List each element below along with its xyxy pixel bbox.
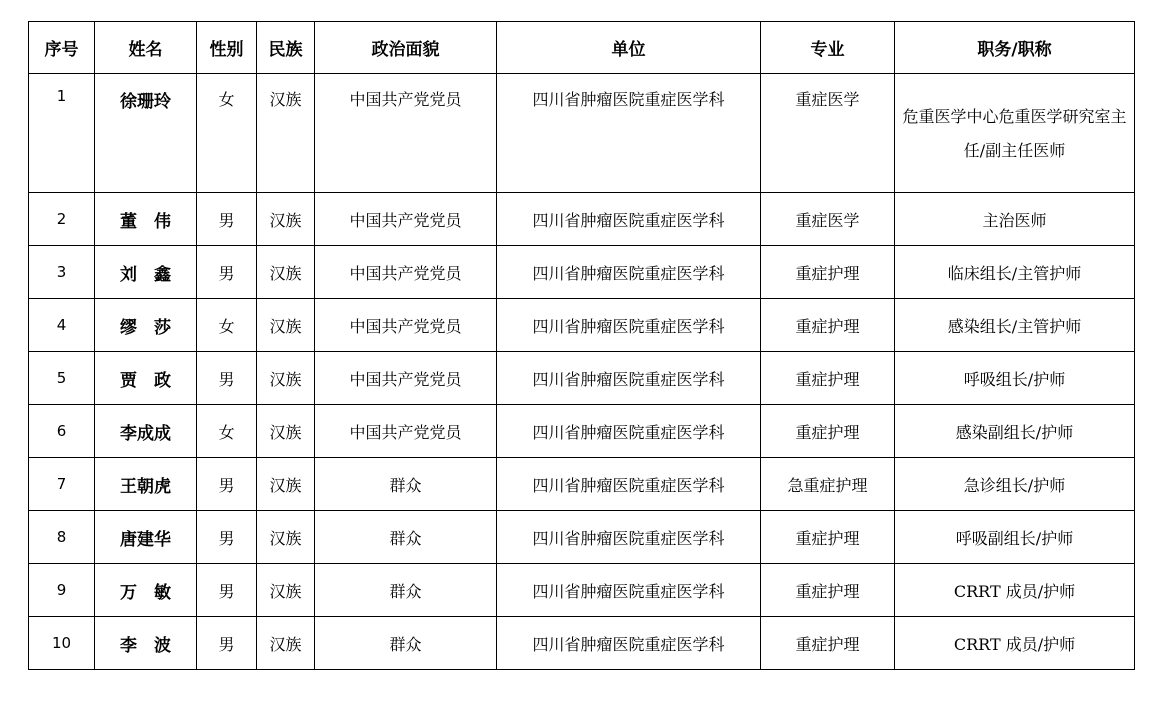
- header-row: [29, 22, 1135, 74]
- row-index: 9: [29, 564, 95, 617]
- row-major: 重症医学: [761, 193, 895, 246]
- row-gender: 男: [197, 458, 257, 511]
- row-title: 感染副组长/护师: [895, 405, 1135, 458]
- row-political: 中国共产党党员: [315, 74, 497, 193]
- row-ethnicity: 汉族: [257, 246, 315, 299]
- row-unit: 四川省肿瘤医院重症医学科: [497, 458, 761, 511]
- row-name: 李成成: [95, 405, 197, 458]
- header-political: 政治面貌: [315, 22, 497, 74]
- row-title: 临床组长/主管护师: [895, 246, 1135, 299]
- row-ethnicity: 汉族: [257, 405, 315, 458]
- row-title: 感染组长/主管护师: [895, 299, 1135, 352]
- row-index: 2: [29, 193, 95, 246]
- row-title: 急诊组长/护师: [895, 458, 1135, 511]
- row-unit: 四川省肿瘤医院重症医学科: [497, 405, 761, 458]
- row-political: 群众: [315, 617, 497, 670]
- header-major: 专业: [761, 22, 895, 74]
- row-ethnicity: 汉族: [257, 511, 315, 564]
- header-title: 职务/职称: [895, 22, 1135, 74]
- row-ethnicity: 汉族: [257, 74, 315, 193]
- row-political: 群众: [315, 564, 497, 617]
- header-index: 序号: [29, 22, 95, 74]
- row-title: CRRT 成员/护师: [895, 564, 1135, 617]
- row-political: 中国共产党党员: [315, 352, 497, 405]
- table-row: [29, 405, 1135, 458]
- row-political: 中国共产党党员: [315, 246, 497, 299]
- row-name: 刘 鑫: [95, 246, 197, 299]
- row-major: 重症护理: [761, 299, 895, 352]
- row-index: 6: [29, 405, 95, 458]
- row-unit: 四川省肿瘤医院重症医学科: [497, 617, 761, 670]
- table-row: [29, 299, 1135, 352]
- row-index: 8: [29, 511, 95, 564]
- row-unit: 四川省肿瘤医院重症医学科: [497, 352, 761, 405]
- row-name: 贾 政: [95, 352, 197, 405]
- header-ethnicity: 民族: [257, 22, 315, 74]
- table-row: [29, 564, 1135, 617]
- row-title: 呼吸副组长/护师: [895, 511, 1135, 564]
- row-title: CRRT 成员/护师: [895, 617, 1135, 670]
- table-row: [29, 246, 1135, 299]
- row-name: 董 伟: [95, 193, 197, 246]
- row-gender: 男: [197, 246, 257, 299]
- header-gender: 性别: [197, 22, 257, 74]
- row-index: 1: [29, 74, 95, 193]
- row-political: 中国共产党党员: [315, 299, 497, 352]
- header-name: 姓名: [95, 22, 197, 74]
- header-unit: 单位: [497, 22, 761, 74]
- member-table: [28, 21, 1135, 670]
- row-index: 10: [29, 617, 95, 670]
- row-political: 中国共产党党员: [315, 405, 497, 458]
- row-gender: 女: [197, 74, 257, 193]
- row-name: 缪 莎: [95, 299, 197, 352]
- table-row: [29, 617, 1135, 670]
- row-ethnicity: 汉族: [257, 299, 315, 352]
- row-major: 重症护理: [761, 564, 895, 617]
- table-row: [29, 352, 1135, 405]
- row-name: 徐珊玲: [95, 74, 197, 193]
- row-unit: 四川省肿瘤医院重症医学科: [497, 193, 761, 246]
- row-ethnicity: 汉族: [257, 617, 315, 670]
- table-row: [29, 511, 1135, 564]
- row-political: 群众: [315, 458, 497, 511]
- row-unit: 四川省肿瘤医院重症医学科: [497, 246, 761, 299]
- table-row: [29, 458, 1135, 511]
- row-unit: 四川省肿瘤医院重症医学科: [497, 299, 761, 352]
- row-gender: 女: [197, 405, 257, 458]
- row-index: 4: [29, 299, 95, 352]
- row-major: 急重症护理: [761, 458, 895, 511]
- row-major: 重症护理: [761, 617, 895, 670]
- row-name: 李 波: [95, 617, 197, 670]
- row-unit: 四川省肿瘤医院重症医学科: [497, 511, 761, 564]
- row-major: 重症护理: [761, 246, 895, 299]
- row-gender: 男: [197, 352, 257, 405]
- row-index: 3: [29, 246, 95, 299]
- row-political: 中国共产党党员: [315, 193, 497, 246]
- row-major: 重症护理: [761, 511, 895, 564]
- row-name: 王朝虎: [95, 458, 197, 511]
- row-gender: 男: [197, 564, 257, 617]
- row-name: 唐建华: [95, 511, 197, 564]
- row-gender: 男: [197, 193, 257, 246]
- row-gender: 女: [197, 299, 257, 352]
- row-ethnicity: 汉族: [257, 193, 315, 246]
- row-name: 万 敏: [95, 564, 197, 617]
- table-row: [29, 193, 1135, 246]
- row-unit: 四川省肿瘤医院重症医学科: [497, 564, 761, 617]
- row-ethnicity: 汉族: [257, 352, 315, 405]
- row-major: 重症护理: [761, 405, 895, 458]
- table-row: [29, 74, 1135, 193]
- row-major: 重症医学: [761, 74, 895, 193]
- row-gender: 男: [197, 511, 257, 564]
- row-major: 重症护理: [761, 352, 895, 405]
- row-index: 5: [29, 352, 95, 405]
- row-ethnicity: 汉族: [257, 458, 315, 511]
- row-unit: 四川省肿瘤医院重症医学科: [497, 74, 761, 193]
- row-title: 呼吸组长/护师: [895, 352, 1135, 405]
- row-political: 群众: [315, 511, 497, 564]
- row-ethnicity: 汉族: [257, 564, 315, 617]
- row-title: 主治医师: [895, 193, 1135, 246]
- row-gender: 男: [197, 617, 257, 670]
- row-index: 7: [29, 458, 95, 511]
- row-title: 危重医学中心危重医学研究室主任/副主任医师: [895, 74, 1135, 193]
